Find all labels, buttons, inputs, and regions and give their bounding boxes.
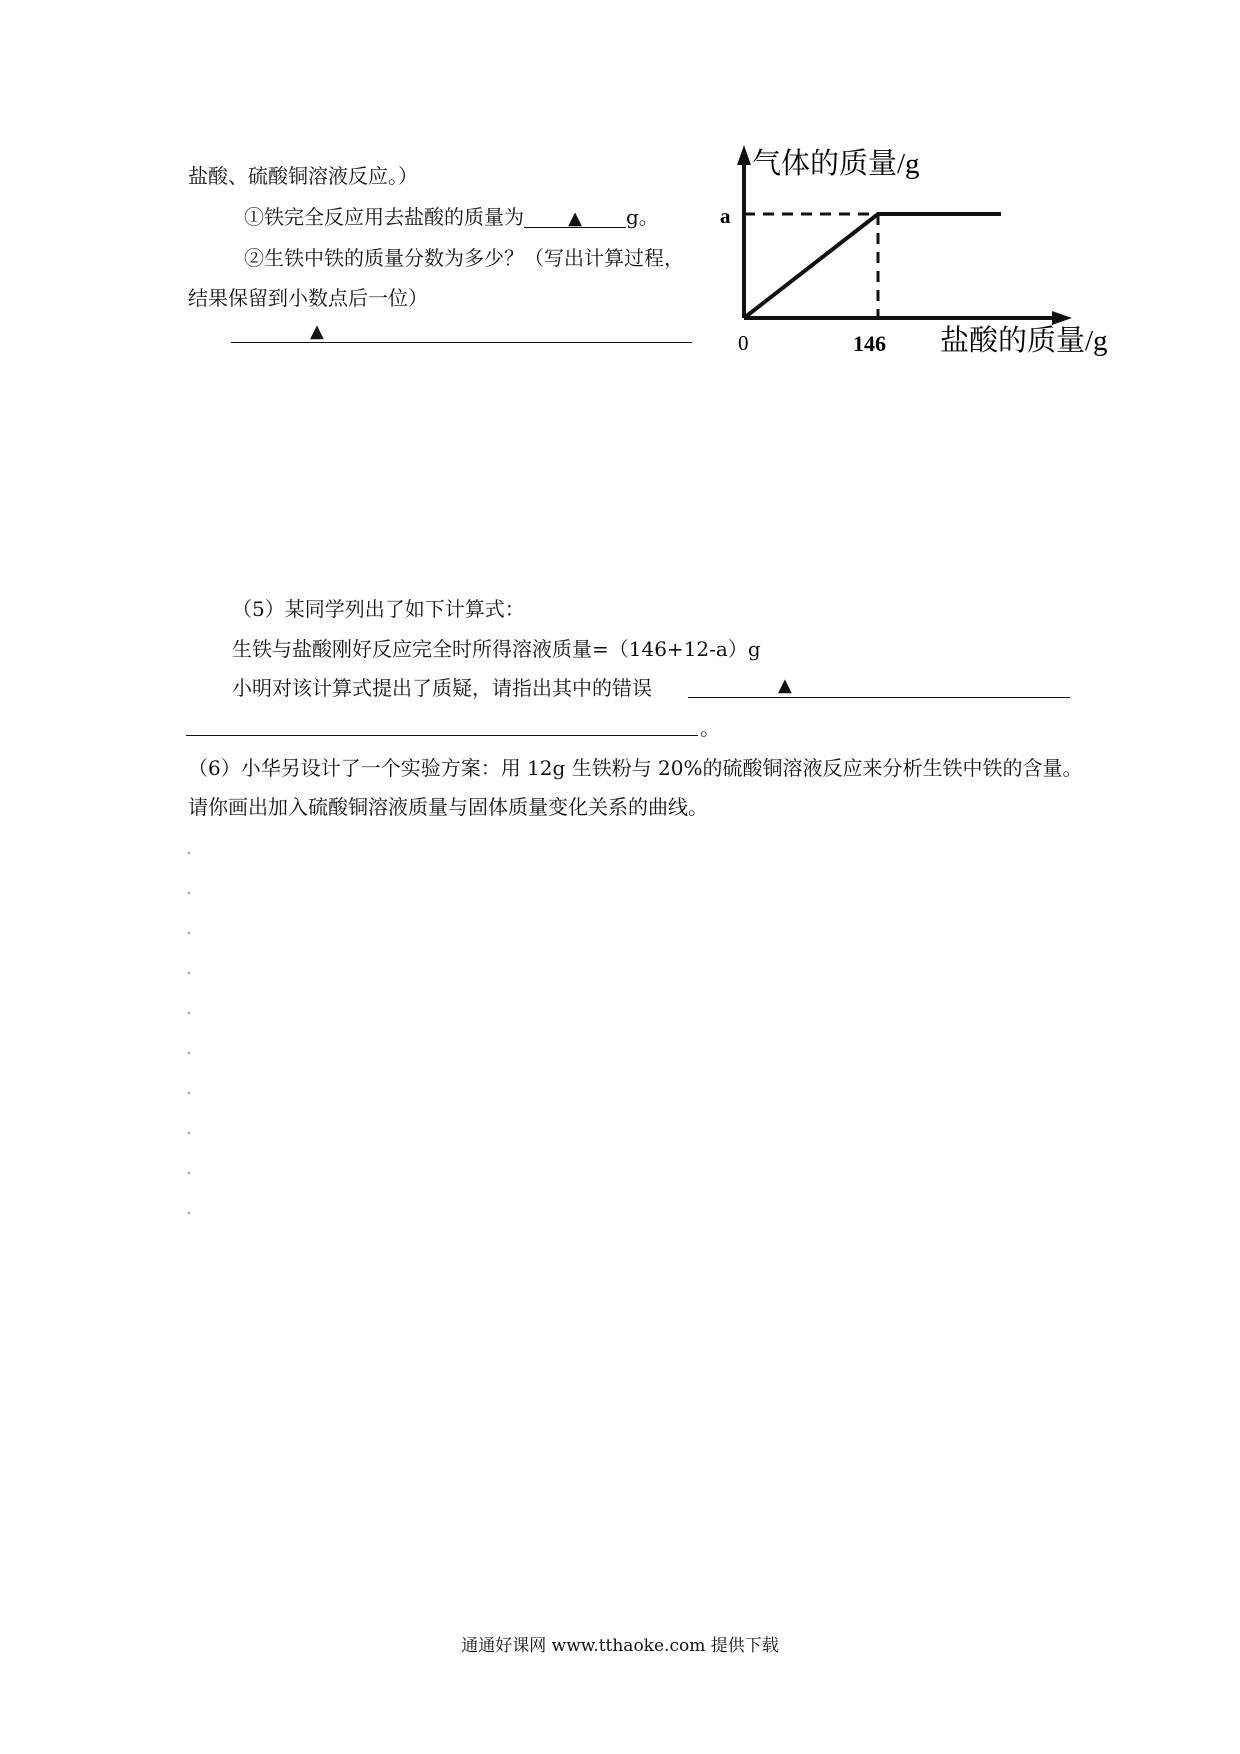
q5-heading: （5）某同学列出了如下计算式：	[232, 597, 525, 621]
q5-answer-line-1[interactable]	[688, 697, 1070, 698]
q5-end-mark: 。	[700, 716, 720, 740]
q6-line1: （6）小华另设计了一个实验方案：用 12g 生铁粉与 20%的硫酸铜溶液反应来分析生铁中铁的含量。	[188, 756, 1083, 780]
series-line	[744, 214, 1001, 318]
q4-sub1-suffix: g。	[626, 205, 659, 229]
margin-dot	[188, 1092, 190, 1094]
margin-dot	[188, 1052, 190, 1054]
origin-label: 0	[738, 331, 749, 355]
margin-dot	[188, 972, 190, 974]
margin-dot	[188, 1172, 190, 1174]
y-tick-label: a	[720, 204, 731, 228]
q4-continued-line: 盐酸、硫酸铜溶液反应。）	[188, 164, 418, 188]
q6-line2: 请你画出加入硫酸铜溶液质量与固体质量变化关系的曲线。	[188, 795, 708, 819]
margin-dot	[188, 1212, 190, 1214]
q4-sub2-line1: ②生铁中铁的质量分数为多少？（写出计算过程，	[244, 246, 684, 270]
margin-dot	[188, 852, 190, 854]
q5-formula: 生铁与盐酸刚好反应完全时所得溶液质量=（146+12-a）g	[232, 637, 761, 661]
q4-sub2-line2: 结果保留到小数点后一位）	[188, 286, 428, 310]
margin-dot	[188, 1132, 190, 1134]
x-axis-label: 盐酸的质量/g	[940, 325, 1108, 357]
q5-answer-line-2[interactable]	[186, 735, 698, 736]
answer-triangle-icon: ▲	[310, 321, 324, 342]
margin-dot	[188, 1012, 190, 1014]
margin-dot	[188, 932, 190, 934]
q4-sub1-prefix: ①铁完全反应用去盐酸的质量为	[244, 205, 524, 229]
q5-prompt: 小明对该计算式提出了质疑，请指出其中的错误	[232, 676, 652, 700]
margin-dot	[188, 892, 190, 894]
answer-triangle-icon: ▲	[778, 675, 792, 696]
gas-mass-chart	[0, 0, 1240, 400]
y-axis-label: 气体的质量/g	[752, 148, 920, 180]
y-axis-arrow-icon	[737, 145, 751, 165]
footer-source: 通通好课网 www.tthaoke.com 提供下载	[461, 1636, 779, 1656]
x-axis-arrow-icon	[1052, 311, 1072, 325]
x-tick-label: 146	[853, 331, 886, 356]
answer-triangle-icon: ▲	[568, 208, 582, 229]
